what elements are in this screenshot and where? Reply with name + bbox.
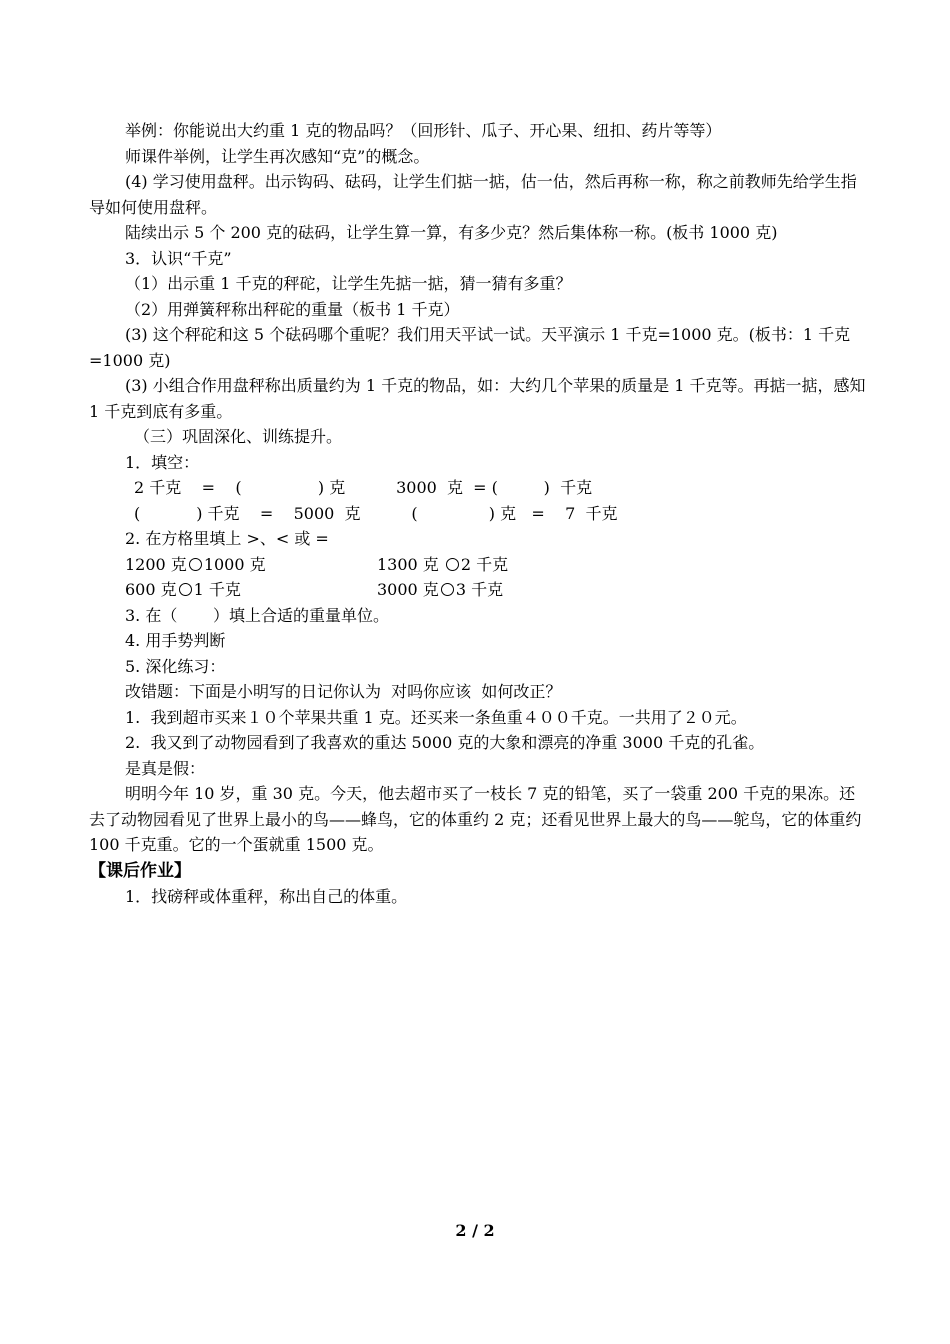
compare-item-a: 1200 克 1000 克	[125, 554, 266, 574]
fill-blank-title: 1．填空：	[125, 452, 200, 472]
diary-line-1: 1. 我到超市买来１０个苹果共重 1 克。还买来一条鱼重４００千克。一共用了２０元。	[125, 707, 747, 727]
true-false-title: 是真是假：	[125, 758, 206, 778]
page-number: 2 / 2	[455, 1221, 495, 1240]
section-three-title: （三）巩固深化、训练提升。	[134, 427, 343, 446]
unit-blank-line: 3. 在（ ）填上合适的重量单位。	[125, 605, 389, 625]
section-kilogram-title: 3．认识“千克”	[125, 248, 232, 268]
compare-title: 2. 在方格里填上 >、< 或 =	[125, 529, 329, 548]
fill-blank-row-1: 2 千克 = ( ) 克 3000 克 = ( ) 千克	[134, 478, 593, 497]
circle-blank-icon	[446, 558, 459, 571]
homework-line: 1．找磅秤或体重秤，称出自己的体重。	[125, 886, 408, 906]
step-3b-paragraph: (3) 小组合作用盘秤称出质量约为 1 千克的物品，如：大约几个苹果的质量是 1 千克等。再掂一掂，感知 1 千克到底有多重。	[89, 376, 871, 421]
compare-row-2	[89, 577, 869, 603]
circle-blank-icon	[179, 583, 192, 596]
compare-item-b: 1300 克 2 千克	[377, 554, 509, 574]
deepen-title: 5. 深化练习：	[125, 656, 226, 676]
story-paragraph: 明明今年 10 岁，重 30 克。今天，他去超市买了一枝长 7 克的铅笔，买了一袋重 200 千克的果冻。还去了动物园看见了世界上最小的鸟——蜂鸟，它的体重约 2 克；还看见世界上最大的鸟——鸵鸟，它的体重约 100 千克重。它的一个蛋就重 1500 克。	[89, 784, 867, 854]
gesture-line: 4. 用手势判断	[125, 631, 226, 650]
circle-blank-icon	[189, 558, 202, 571]
courseware-line: 师课件举例，让学生再次感知“克”的概念。	[125, 146, 430, 166]
compare-item-d: 3000 克 3 千克	[377, 580, 504, 599]
weights-paragraph: 陆续出示 5 个 200 克的砝码，让学生算一算，有多少克？然后集体称一称。(板书 1000 克)	[125, 223, 778, 242]
compare-row-1	[89, 552, 869, 578]
step-2-line: （2）用弹簧秤称出秤砣的重量（板书 1 千克）	[125, 299, 460, 319]
diary-line-2: 2. 我又到了动物园看到了我喜欢的重达 5000 克的大象和漂亮的净重 3000 千克的孔雀。	[125, 733, 765, 752]
correction-title: 改错题：下面是小明写的日记你认为 对吗你应该 如何改正？	[125, 682, 562, 701]
pan-scale-paragraph: (4) 学习使用盘秤。出示钩码、砝码，让学生们掂一掂，估一估，然后再称一称，称之前教师先给学生指导如何使用盘秤。	[89, 172, 857, 217]
circle-blank-icon	[441, 583, 454, 596]
example-line: 举例：你能说出大约重 1 克的物品吗？（回形针、瓜子、开心果、纽扣、药片等等）	[125, 121, 722, 140]
compare-item-c: 600 克 1 千克	[125, 580, 241, 599]
document-body	[89, 118, 869, 909]
step-1-line: （1）出示重 1 千克的秤砣，让学生先掂一掂，猜一猜有多重？	[125, 274, 572, 293]
step-3-paragraph: (3) 这个秤砣和这 5 个砝码哪个重呢？我们用天平试一试。天平演示 1 千克=1000 克。(板书：1 千克=1000 克)	[89, 325, 851, 370]
fill-blank-row-2: ( ) 千克 = 5000 克 ( ) 克 = 7 千克	[134, 503, 618, 523]
homework-heading: 【课后作业】	[89, 860, 191, 881]
